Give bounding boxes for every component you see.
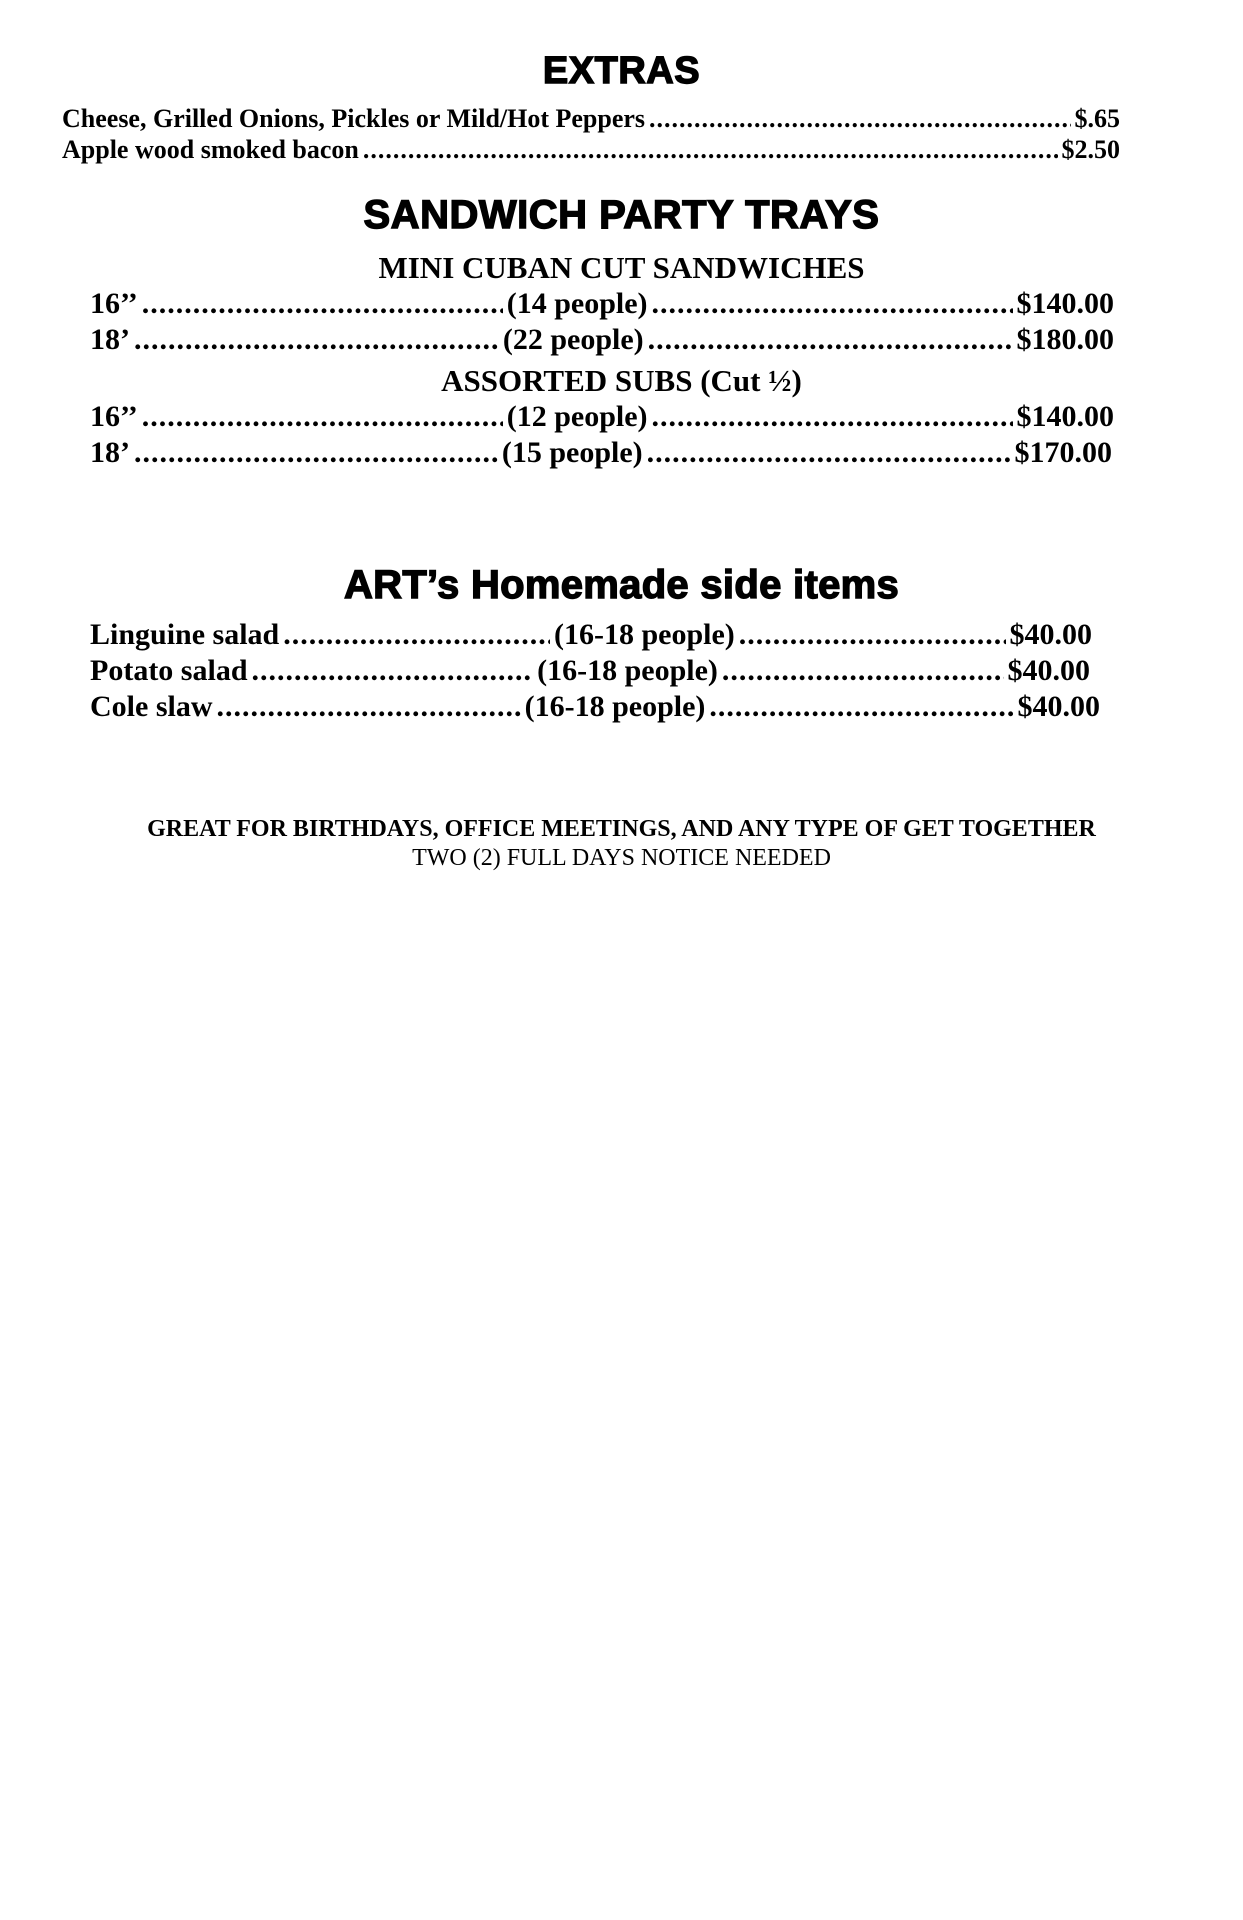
- trays-title: SANDWICH PARTY TRAYS: [363, 193, 880, 237]
- tray-size: 16’’: [90, 287, 138, 320]
- extras-item-price: $2.50: [1061, 135, 1120, 164]
- side-item-price: $40.00: [1009, 618, 1092, 651]
- dot-leader: [652, 400, 1013, 434]
- tray-people: (22 people): [502, 323, 644, 356]
- tray-price: $180.00: [1016, 323, 1114, 356]
- dot-leader: [134, 436, 498, 470]
- extras-item-cheese: [62, 104, 1120, 134]
- side-item-price: $40.00: [1017, 690, 1100, 723]
- dot-leader: [134, 323, 499, 357]
- tray-price: $140.00: [1016, 400, 1114, 433]
- side-item: [90, 618, 1092, 652]
- tray-row: [90, 400, 1114, 434]
- dot-leader: [709, 690, 1013, 724]
- tray-group-subtitle: ASSORTED SUBS (Cut ½): [441, 363, 802, 398]
- extras-item-price: $.65: [1074, 104, 1120, 133]
- dot-leader: [722, 654, 1004, 688]
- side-item: [90, 654, 1090, 688]
- sides-title: ART’s Homemade side items: [343, 563, 900, 607]
- dot-leader: [217, 690, 521, 724]
- side-item-people: (16-18 people): [553, 618, 735, 651]
- dot-leader: [652, 287, 1013, 321]
- tray-size: 16’’: [90, 400, 138, 433]
- side-item-name: Potato salad: [90, 654, 248, 687]
- side-item-people: (16-18 people): [524, 690, 706, 723]
- tray-row: [90, 436, 1112, 470]
- dot-leader: [283, 618, 550, 652]
- extras-item-bacon: [62, 135, 1120, 165]
- tray-people: (15 people): [501, 436, 643, 469]
- dot-leader: [363, 135, 1058, 165]
- side-item-name: Cole slaw: [90, 690, 213, 723]
- side-item-price: $40.00: [1007, 654, 1090, 687]
- dot-leader: [142, 287, 503, 321]
- dot-leader: [142, 400, 503, 434]
- tray-price: $170.00: [1014, 436, 1112, 469]
- dot-leader: [648, 323, 1013, 357]
- tray-people: (12 people): [506, 400, 648, 433]
- side-item-name: Linguine salad: [90, 618, 280, 651]
- extras-item-name: Cheese, Grilled Onions, Pickles or Mild/Hot Peppers: [62, 104, 646, 133]
- dot-leader: [647, 436, 1011, 470]
- dot-leader: [649, 104, 1070, 134]
- footer-tagline: GREAT FOR BIRTHDAYS, OFFICE MEETINGS, AND ANY TYPE OF GET TOGETHER: [147, 816, 1096, 842]
- tray-size: 18’: [90, 323, 130, 356]
- side-item-people: (16-18 people): [537, 654, 718, 687]
- tray-row: [90, 287, 1114, 321]
- dot-leader: [252, 654, 534, 688]
- dot-leader: [739, 618, 1006, 652]
- extras-title: EXTRAS: [542, 50, 701, 92]
- side-item: [90, 690, 1100, 724]
- tray-group-subtitle: MINI CUBAN CUT SANDWICHES: [378, 250, 865, 285]
- tray-people: (14 people): [506, 287, 648, 320]
- tray-row: [90, 323, 1114, 357]
- footer-notice: TWO (2) FULL DAYS NOTICE NEEDED: [412, 845, 831, 871]
- extras-item-name: Apple wood smoked bacon: [62, 135, 359, 164]
- tray-size: 18’: [90, 436, 130, 469]
- tray-price: $140.00: [1016, 287, 1114, 320]
